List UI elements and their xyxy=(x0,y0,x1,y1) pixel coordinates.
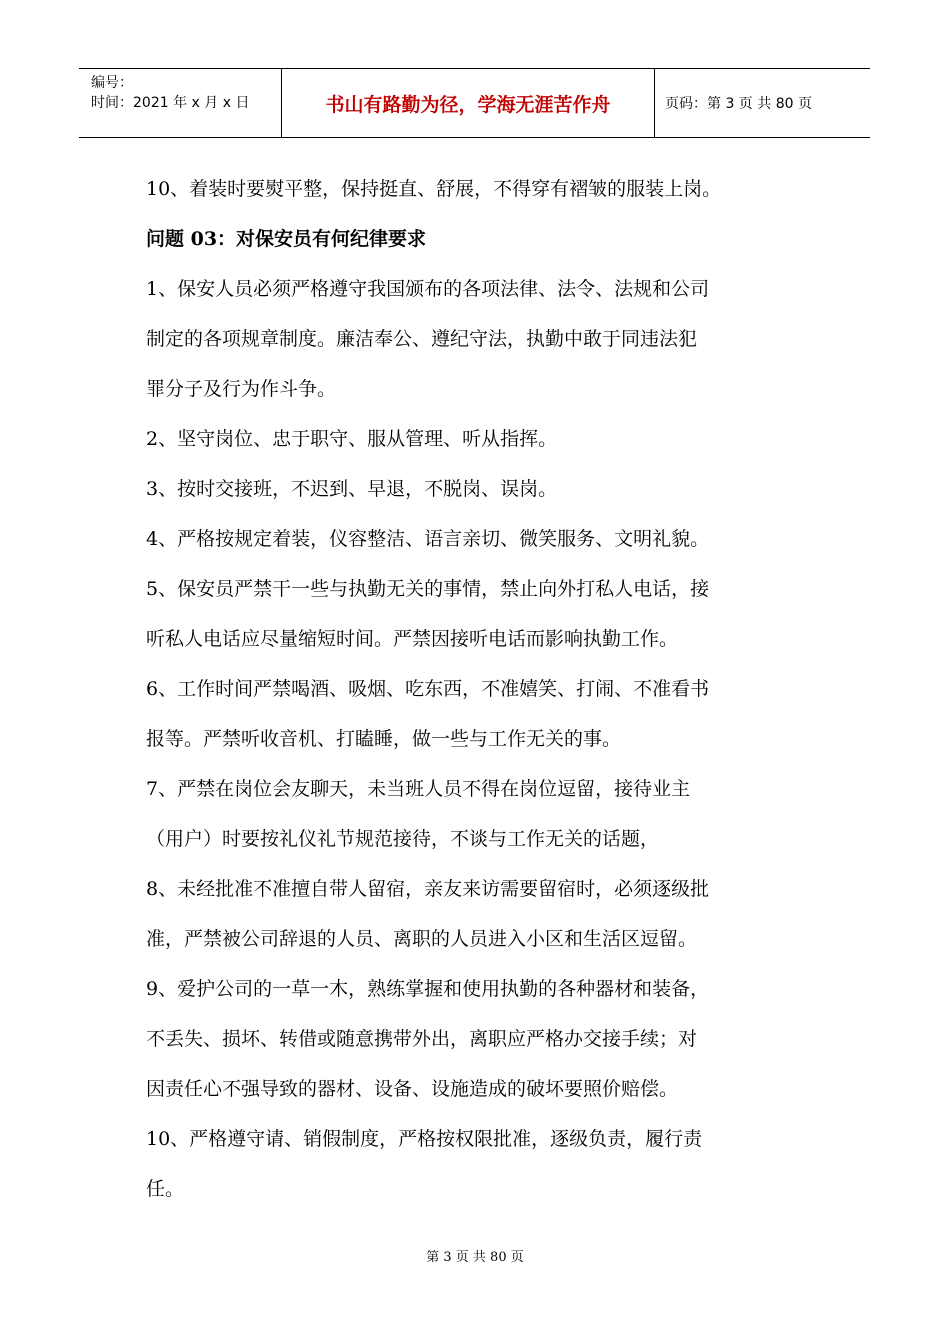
document-date: 时间：2021 年 x 月 x 日 xyxy=(91,95,250,111)
header-page-info: 页码：第 3 页 共 80 页 xyxy=(665,96,812,112)
header-meta xyxy=(79,69,282,137)
body-line: 10、着装时要熨平整，保持挺直、舒展，不得穿有褶皱的服装上岗。 xyxy=(146,178,722,200)
body-line: 10、严格遵守请、销假制度，严格按权限批准，逐级负责，履行责 xyxy=(146,1128,703,1150)
body-line: 5、保安员严禁干一些与执勤无关的事情，禁止向外打私人电话，接 xyxy=(146,578,710,600)
body-line: 4、严格按规定着装，仪容整洁、语言亲切、微笑服务、文明礼貌。 xyxy=(146,528,710,550)
body-line: 2、坚守岗位、忠于职守、服从管理、听从指挥。 xyxy=(146,428,558,450)
document-body xyxy=(146,164,826,1214)
body-line: 制定的各项规章制度。廉洁奉公、遵纪守法，执勤中敢于同违法犯 xyxy=(146,328,698,350)
header-motto: 书山有路勤为径，学海无涯苦作舟 xyxy=(282,69,655,137)
body-line: 9、爱护公司的一草一木，熟练掌握和使用执勤的各种器材和装备， xyxy=(146,978,710,1000)
section-heading: 问题 03：对保安员有何纪律要求 xyxy=(146,228,427,250)
body-line: （用户）时要按礼仪礼节规范接待，不谈与工作无关的话题， xyxy=(146,828,660,850)
body-line: 1、保安人员必须严格遵守我国颁布的各项法律、法令、法规和公司 xyxy=(146,278,710,300)
document-number-label: 编号： xyxy=(91,75,133,91)
body-line: 任。 xyxy=(146,1178,185,1200)
body-line: 3、按时交接班，不迟到、早退，不脱岗、误岗。 xyxy=(146,478,558,500)
body-line: 罪分子及行为作斗争。 xyxy=(146,378,337,400)
body-line: 听私人电话应尽量缩短时间。严禁因接听电话而影响执勤工作。 xyxy=(146,628,679,650)
body-line: 不丢失、损坏、转借或随意携带外出，离职应严格办交接手续；对 xyxy=(146,1028,698,1050)
page-header xyxy=(79,68,870,138)
body-line: 7、严禁在岗位会友聊天，未当班人员不得在岗位逗留，接待业主 xyxy=(146,778,691,800)
body-line: 6、工作时间严禁喝酒、吸烟、吃东西，不准嬉笑、打闹、不准看书 xyxy=(146,678,710,700)
body-line: 报等。严禁听收音机、打瞌睡，做一些与工作无关的事。 xyxy=(146,728,622,750)
body-line: 因责任心不强导致的器材、设备、设施造成的破坏要照价赔偿。 xyxy=(146,1078,679,1100)
body-line: 准，严禁被公司辞退的人员、离职的人员进入小区和生活区逗留。 xyxy=(146,928,698,950)
page-footer: 第 3 页 共 80 页 xyxy=(426,1250,524,1265)
body-line: 8、未经批准不准擅自带人留宿，亲友来访需要留宿时，必须逐级批 xyxy=(146,878,710,900)
